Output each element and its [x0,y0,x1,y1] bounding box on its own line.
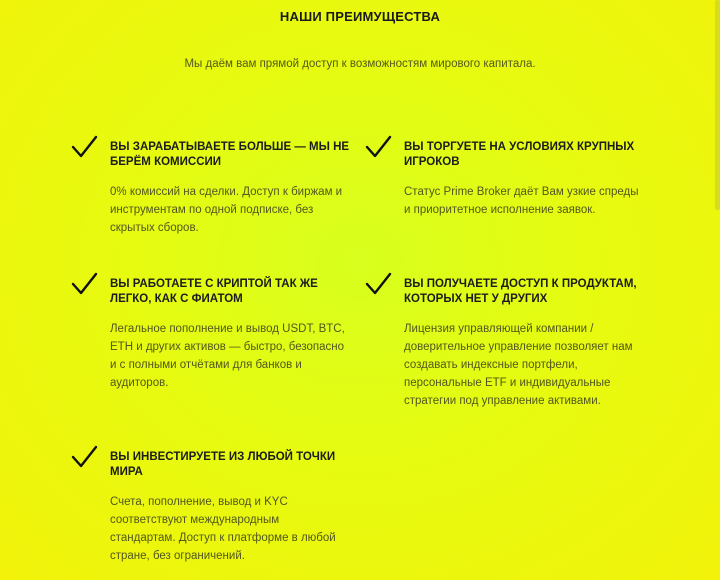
feature-title: ВЫ ПОЛУЧАЕТЕ ДОСТУП К ПРОДУКТАМ, КОТОРЫХ НЕТ У ДРУГИХ [404,278,637,305]
feature-item-exclusive-products [404,277,646,410]
feature-item-worldwide [110,450,346,565]
section-subtitle: Мы даём вам прямой доступ к возможностям мирового капитала. [184,58,536,70]
section-title: НАШИ ПРЕИМУЩЕСТВА [279,9,441,24]
feature-description: Счета, пополнение, вывод и KYC соответствуют международным стандартам. Доступ к платформе в любой стране, без ограничений. [110,496,336,562]
feature-item-crypto [110,277,352,392]
check-icon [70,134,98,160]
feature-description: Легальное пополнение и вывод USDT, BTC, ETH и других активов — быстро, безопасно и с полными отчётами для банков и аудиторов. [110,323,345,389]
check-icon [70,271,98,297]
feature-title: ВЫ ТОРГУЕТЕ НА УСЛОВИЯХ КРУПНЫХ ИГРОКОВ [404,141,635,168]
check-icon [364,134,392,160]
feature-title: ВЫ ИНВЕСТИРУЕТЕ ИЗ ЛЮБОЙ ТОЧКИ МИРА [110,451,336,478]
feature-title: ВЫ РАБОТАЕТЕ С КРИПТОЙ ТАК ЖЕ ЛЕГКО, КАК С ФИАТОМ [110,278,318,305]
scrollbar[interactable] [715,0,720,210]
check-icon [70,444,98,470]
feature-item-prime-broker [404,140,644,219]
feature-description: Статус Prime Broker даёт Вам узкие спреды и приоритетное исполнение заявок. [404,186,639,216]
feature-title: ВЫ ЗАРАБАТЫВАЕТЕ БОЛЬШЕ — МЫ НЕ БЕРЁМ КОМИССИИ [110,141,350,168]
check-icon [364,271,392,297]
feature-description: 0% комиссий на сделки. Доступ к биржам и инструментам по одной подписке, без скрытых сборов. [110,186,343,234]
feature-item-commissions [110,140,360,237]
feature-description: Лицензия управляющей компании / доверительное управление позволяет нам создавать индексные портфели, персональные ETF и индивидуальные стратегии под управление активами. [404,323,633,407]
